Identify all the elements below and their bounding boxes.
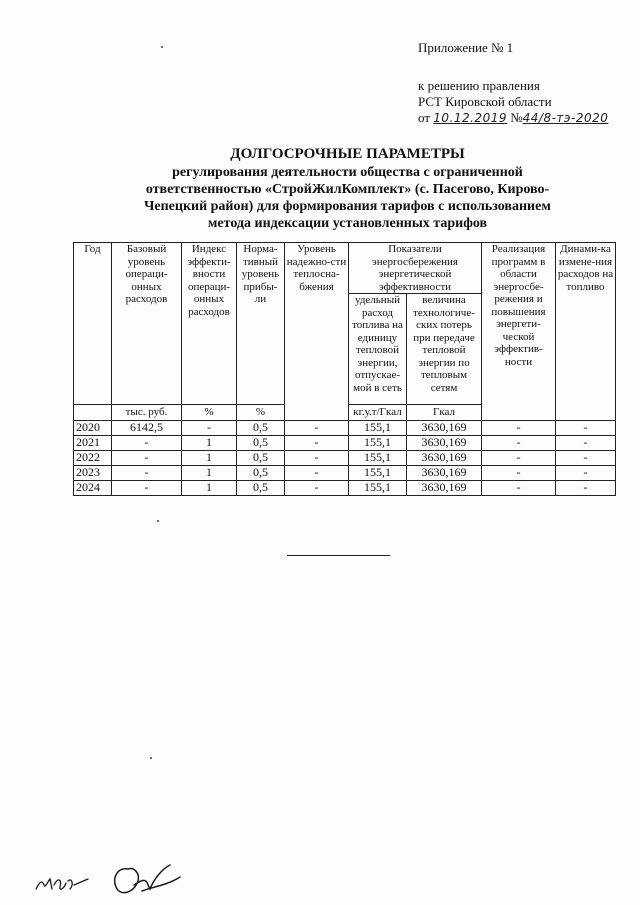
cell-profit: 0,5 xyxy=(237,480,285,495)
cell-profit: 0,5 xyxy=(237,420,285,435)
cell-year: 2020 xyxy=(74,420,112,435)
annex-authority-line: РСТ Кировской области xyxy=(418,94,552,109)
cell-profit: 0,5 xyxy=(237,465,285,480)
scan-speck xyxy=(157,520,159,522)
cell-programs: - xyxy=(482,435,556,450)
header-row-1 xyxy=(74,243,616,294)
cell-index: 1 xyxy=(182,435,237,450)
handwritten-signature xyxy=(30,855,200,900)
cell-index: 1 xyxy=(182,465,237,480)
cell-fuel: 155,1 xyxy=(349,480,407,495)
unit-losses: Гкал xyxy=(407,405,482,421)
cell-year: 2024 xyxy=(74,480,112,495)
header-profit-level: Норма-тивный уровень прибы-ли xyxy=(237,243,285,405)
header-year: Год xyxy=(74,243,112,405)
cell-base: - xyxy=(112,435,182,450)
title-line-3: ответственностью «СтройЖилКомплект» (с. Пасегово, Кирово- xyxy=(145,182,550,197)
unit-year xyxy=(74,405,112,421)
cell-index: 1 xyxy=(182,450,237,465)
table-row xyxy=(74,480,616,495)
cell-fuel: 155,1 xyxy=(349,420,407,435)
unit-base: тыс. руб. xyxy=(112,405,182,421)
unit-profit: % xyxy=(237,405,285,421)
cell-reliability: - xyxy=(285,480,349,495)
cell-index: 1 xyxy=(182,480,237,495)
parameters-table xyxy=(73,242,616,496)
unit-index: % xyxy=(182,405,237,421)
cell-fuel: 155,1 xyxy=(349,450,407,465)
header-efficiency-index: Индекс эффекти-вности операци-онных расходов xyxy=(182,243,237,405)
table-row xyxy=(74,435,616,450)
document-title xyxy=(60,146,635,232)
annex-title: Приложение № 1 xyxy=(418,40,514,55)
cell-year: 2023 xyxy=(74,465,112,480)
cell-year: 2021 xyxy=(74,435,112,450)
header-reliability: Уровень надежно-сти теплосна-бжения xyxy=(285,243,349,421)
cell-base: - xyxy=(112,480,182,495)
cell-dynamics: - xyxy=(556,435,616,450)
annex-date: 10.12.2019 xyxy=(433,111,507,125)
title-line-1: ДОЛГОСРОЧНЫЕ ПАРАМЕТРЫ xyxy=(230,146,465,162)
header-programs: Реализация программ в области энергосбе-режения и повышения энергети-ческой эффектив-ности xyxy=(482,243,556,421)
cell-index: - xyxy=(182,420,237,435)
cell-profit: 0,5 xyxy=(237,435,285,450)
header-energy-group: Показатели энергосбережения энергетической эффективности xyxy=(349,243,482,294)
cell-losses: 3630,169 xyxy=(407,480,482,495)
annex-from-label: от xyxy=(418,110,431,125)
cell-losses: 3630,169 xyxy=(407,420,482,435)
cell-programs: - xyxy=(482,465,556,480)
cell-programs: - xyxy=(482,420,556,435)
cell-dynamics: - xyxy=(556,465,616,480)
cell-fuel: 155,1 xyxy=(349,435,407,450)
unit-fuel: кг.у.т/Гкал xyxy=(349,405,407,421)
cell-profit: 0,5 xyxy=(237,450,285,465)
cell-reliability: - xyxy=(285,465,349,480)
table-row xyxy=(74,465,616,480)
cell-programs: - xyxy=(482,480,556,495)
annex-block xyxy=(418,40,608,126)
cell-fuel: 155,1 xyxy=(349,465,407,480)
cell-base: 6142,5 xyxy=(112,420,182,435)
header-fuel-consumption: удельный расход топлива на единицу тепловой энергии, отпускае-мой в сеть xyxy=(349,294,407,405)
title-line-5: метода индексации установленных тарифов xyxy=(207,216,488,231)
table-row xyxy=(74,420,616,435)
title-line-4: Чепецкий район) для формирования тарифов с использованием xyxy=(144,199,551,214)
cell-dynamics: - xyxy=(556,420,616,435)
cell-base: - xyxy=(112,465,182,480)
annex-number: 44/8-тэ-2020 xyxy=(522,111,609,125)
header-fuel-dynamics: Динами-ка измене-ния расходов на топливо xyxy=(556,243,616,421)
table-row xyxy=(74,450,616,465)
cell-reliability: - xyxy=(285,450,349,465)
cell-year: 2022 xyxy=(74,450,112,465)
cell-dynamics: - xyxy=(556,480,616,495)
cell-programs: - xyxy=(482,450,556,465)
scan-speck xyxy=(161,46,163,48)
cell-losses: 3630,169 xyxy=(407,435,482,450)
cell-reliability: - xyxy=(285,435,349,450)
cell-losses: 3630,169 xyxy=(407,450,482,465)
header-heat-losses: величина технологиче-ских потерь при передаче тепловой энергии по тепловым сетям xyxy=(407,294,482,405)
end-separator-line xyxy=(287,555,390,556)
title-line-2: регулирования деятельности общества с ограниченной xyxy=(172,165,523,180)
cell-reliability: - xyxy=(285,420,349,435)
cell-dynamics: - xyxy=(556,450,616,465)
annex-date-line xyxy=(418,110,608,126)
scan-speck xyxy=(150,757,152,759)
header-base-level: Базовый уровень операци-онных расходов xyxy=(112,243,182,405)
annex-decision-line: к решению правления xyxy=(418,78,540,93)
annex-number-label: № xyxy=(510,110,523,125)
cell-base: - xyxy=(112,450,182,465)
cell-losses: 3630,169 xyxy=(407,465,482,480)
